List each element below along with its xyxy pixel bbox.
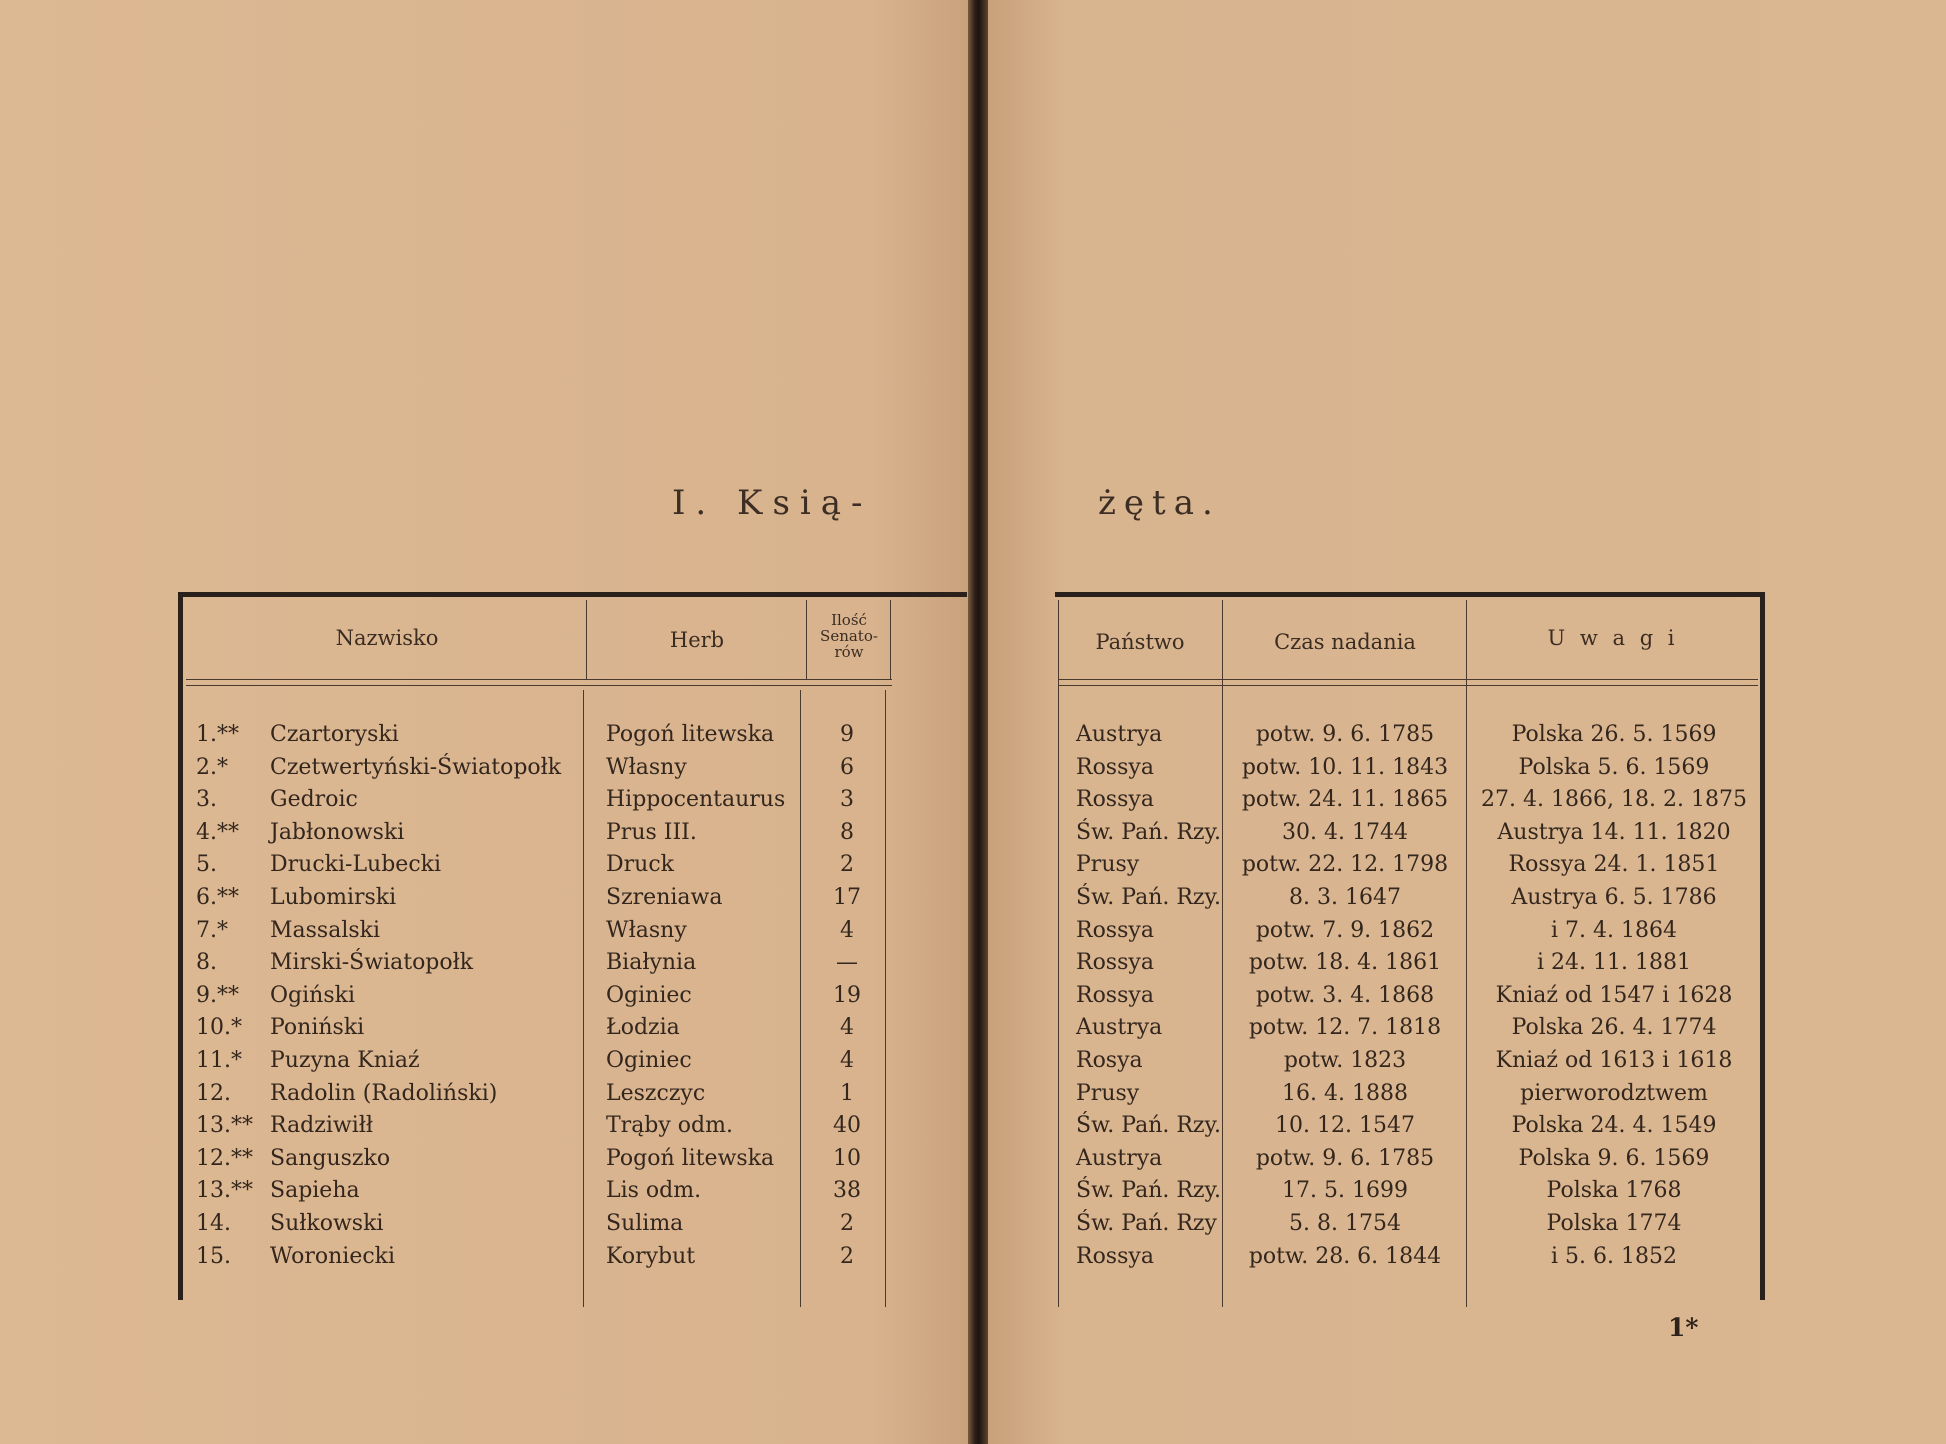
row-nazwisko: Gedroic <box>270 787 358 812</box>
row-herb: Hippocentaurus <box>606 787 786 812</box>
row-number: 7.* <box>196 918 228 943</box>
row-panstwo: Rossya <box>1076 950 1154 975</box>
row-nazwisko: Massalski <box>270 918 381 943</box>
column-header-ilosc-line-3: rów <box>834 643 864 661</box>
row-number: 13.** <box>196 1113 253 1138</box>
right-col-divider-1 <box>1222 600 1223 1307</box>
row-nazwisko: Radziwiłł <box>270 1113 374 1138</box>
row-ilosc-senatorow: 38 <box>833 1178 861 1203</box>
row-ilosc-senatorow: 9 <box>840 722 854 747</box>
row-herb: Białynia <box>606 950 697 975</box>
row-czas-nadania: potw. 22. 12. 1798 <box>1241 852 1449 877</box>
row-nazwisko: Czartoryski <box>270 722 399 747</box>
row-herb: Trąby odm. <box>606 1113 733 1138</box>
row-nazwisko: Czetwertyński-Światopołk <box>270 755 562 780</box>
row-ilosc-senatorow: 4 <box>840 1015 854 1040</box>
row-number: 9.** <box>196 983 239 1008</box>
left-header-bottom-rule-2 <box>186 685 892 686</box>
row-panstwo: Prusy <box>1076 852 1140 877</box>
row-czas-nadania: 17. 5. 1699 <box>1282 1178 1408 1203</box>
row-herb: Sulima <box>606 1211 684 1236</box>
row-number: 12.** <box>196 1146 253 1171</box>
row-czas-nadania: potw. 10. 11. 1843 <box>1241 755 1449 780</box>
row-herb: Oginiec <box>606 983 692 1008</box>
left-col-divider-2 <box>806 600 807 680</box>
row-herb: Własny <box>606 755 687 780</box>
heading-left: I. Ksią- <box>672 483 873 523</box>
row-ilosc-senatorow: 10 <box>833 1146 861 1171</box>
row-ilosc-senatorow: 17 <box>833 885 861 910</box>
row-ilosc-senatorow: 19 <box>833 983 861 1008</box>
row-panstwo: Św. Pań. Rzy. <box>1076 1113 1222 1138</box>
row-panstwo: Austrya <box>1076 722 1163 747</box>
left-table-top-rule <box>183 592 967 597</box>
row-panstwo: Św. Pań. Rzy <box>1076 1211 1217 1236</box>
row-number: 8. <box>196 950 217 975</box>
row-czas-nadania: potw. 7. 9. 1862 <box>1255 918 1435 943</box>
row-number: 13.** <box>196 1178 253 1203</box>
row-uwagi: i 7. 4. 1864 <box>1551 918 1677 943</box>
row-czas-nadania: potw. 9. 6. 1785 <box>1255 722 1435 747</box>
row-number: 11.* <box>196 1048 242 1073</box>
row-herb: Oginiec <box>606 1048 692 1073</box>
row-ilosc-senatorow: 40 <box>833 1113 861 1138</box>
row-herb: Druck <box>606 852 674 877</box>
row-uwagi: i 24. 11. 1881 <box>1537 950 1691 975</box>
row-herb: Łodzia <box>606 1015 680 1040</box>
row-uwagi: Kniaź od 1547 i 1628 <box>1495 983 1733 1008</box>
row-uwagi: Polska 1768 <box>1546 1178 1682 1203</box>
row-ilosc-senatorow: 2 <box>840 852 854 877</box>
row-herb: Szreniawa <box>606 885 723 910</box>
row-panstwo: Austrya <box>1076 1146 1163 1171</box>
column-header-nazwisko: Nazwisko <box>335 626 439 650</box>
row-number: 10.* <box>196 1015 242 1040</box>
heading-right: żęta. <box>1098 483 1221 523</box>
column-header-ilosc-line-2: Senato- <box>820 627 878 645</box>
row-ilosc-senatorow: 8 <box>840 820 854 845</box>
row-number: 4.** <box>196 820 239 845</box>
row-ilosc-senatorow: 4 <box>840 1048 854 1073</box>
row-uwagi: Rossya 24. 1. 1851 <box>1508 852 1720 877</box>
row-number: 15. <box>196 1244 231 1269</box>
row-uwagi: Austrya 14. 11. 1820 <box>1497 820 1731 845</box>
row-uwagi: Polska 24. 4. 1549 <box>1511 1113 1717 1138</box>
row-nazwisko: Mirski-Światopołk <box>270 950 474 975</box>
row-number: 1.** <box>196 722 239 747</box>
row-czas-nadania: potw. 12. 7. 1818 <box>1248 1015 1442 1040</box>
left-header-bottom-rule <box>186 679 892 680</box>
row-number: 12. <box>196 1081 231 1106</box>
row-panstwo: Rossya <box>1076 983 1154 1008</box>
row-ilosc-senatorow: 6 <box>840 755 854 780</box>
left-body-divider-2 <box>800 690 801 1307</box>
row-number: 5. <box>196 852 217 877</box>
row-nazwisko: Jabłonowski <box>270 820 405 845</box>
row-uwagi: Polska 9. 6. 1569 <box>1518 1146 1710 1171</box>
row-herb: Prus III. <box>606 820 697 845</box>
row-number: 14. <box>196 1211 231 1236</box>
row-czas-nadania: 5. 8. 1754 <box>1289 1211 1401 1236</box>
right-col-divider-2 <box>1466 600 1467 1307</box>
row-ilosc-senatorow: 2 <box>840 1211 854 1236</box>
row-czas-nadania: potw. 28. 6. 1844 <box>1248 1244 1442 1269</box>
page-folio: 1* <box>1668 1313 1699 1342</box>
right-header-bottom-rule-2 <box>1058 685 1758 686</box>
row-nazwisko: Ogiński <box>270 983 355 1008</box>
column-header-czas-nadania: Czas nadania <box>1274 630 1416 654</box>
row-herb: Lis odm. <box>606 1178 702 1203</box>
row-panstwo: Św. Pań. Rzy. <box>1076 885 1222 910</box>
column-header-panstwo: Państwo <box>1095 630 1185 654</box>
row-czas-nadania: 30. 4. 1744 <box>1282 820 1408 845</box>
row-nazwisko: Poniński <box>270 1015 365 1040</box>
row-panstwo: Rossya <box>1076 787 1154 812</box>
left-body-divider-1 <box>583 690 584 1307</box>
row-number: 6.** <box>196 885 239 910</box>
row-uwagi: pierworodztwem <box>1520 1081 1708 1106</box>
row-panstwo: Św. Pań. Rzy. <box>1076 820 1222 845</box>
row-uwagi: Polska 26. 4. 1774 <box>1511 1015 1717 1040</box>
row-herb: Własny <box>606 918 687 943</box>
row-herb: Pogoń litewska <box>606 1146 775 1171</box>
row-uwagi: Kniaź od 1613 i 1618 <box>1495 1048 1733 1073</box>
right-col-divider-0 <box>1058 600 1059 1307</box>
row-nazwisko: Drucki-Lubecki <box>270 852 442 877</box>
row-czas-nadania: 8. 3. 1647 <box>1289 885 1401 910</box>
row-uwagi: Austrya 6. 5. 1786 <box>1511 885 1717 910</box>
row-czas-nadania: potw. 1823 <box>1283 1048 1407 1073</box>
row-ilosc-senatorow: 4 <box>840 918 854 943</box>
column-header-ilosc-line-1: Ilość <box>831 611 867 629</box>
row-uwagi: Polska 1774 <box>1546 1211 1682 1236</box>
row-number: 2.* <box>196 755 228 780</box>
left-table-left-rule <box>178 592 183 1300</box>
column-header-ilosc-senatorow <box>808 612 890 660</box>
row-czas-nadania: 16. 4. 1888 <box>1282 1081 1408 1106</box>
row-herb: Korybut <box>606 1244 696 1269</box>
row-nazwisko: Sułkowski <box>270 1211 384 1236</box>
right-table-right-rule <box>1760 592 1765 1300</box>
row-panstwo: Rosya <box>1076 1048 1143 1073</box>
row-number: 3. <box>196 787 217 812</box>
row-nazwisko: Radolin (Radoliński) <box>270 1081 498 1106</box>
row-herb: Pogoń litewska <box>606 722 775 747</box>
row-czas-nadania: potw. 18. 4. 1861 <box>1248 950 1442 975</box>
right-table-top-rule <box>1055 592 1765 597</box>
row-czas-nadania: potw. 24. 11. 1865 <box>1241 787 1449 812</box>
row-panstwo: Rossya <box>1076 755 1154 780</box>
right-header-bottom-rule <box>1058 679 1758 680</box>
row-panstwo: Św. Pań. Rzy. <box>1076 1178 1222 1203</box>
row-uwagi: i 5. 6. 1852 <box>1551 1244 1677 1269</box>
row-ilosc-senatorow: 2 <box>840 1244 854 1269</box>
row-nazwisko: Sapieha <box>270 1178 360 1203</box>
left-col-divider-3 <box>890 600 891 680</box>
row-nazwisko: Woroniecki <box>270 1244 396 1269</box>
row-nazwisko: Sanguszko <box>270 1146 391 1171</box>
row-panstwo: Rossya <box>1076 918 1154 943</box>
book-gutter <box>968 0 988 1444</box>
row-uwagi: Polska 26. 5. 1569 <box>1511 722 1717 747</box>
row-panstwo: Austrya <box>1076 1015 1163 1040</box>
column-header-herb: Herb <box>669 628 725 652</box>
row-nazwisko: Lubomirski <box>270 885 397 910</box>
row-panstwo: Rossya <box>1076 1244 1154 1269</box>
row-panstwo: Prusy <box>1076 1081 1140 1106</box>
row-uwagi: 27. 4. 1866, 18. 2. 1875 <box>1481 787 1747 812</box>
row-uwagi: Polska 5. 6. 1569 <box>1518 755 1710 780</box>
row-czas-nadania: 10. 12. 1547 <box>1275 1113 1415 1138</box>
column-header-uwagi: U w a g i <box>1547 626 1679 650</box>
row-czas-nadania: potw. 9. 6. 1785 <box>1255 1146 1435 1171</box>
row-ilosc-senatorow: — <box>836 950 858 975</box>
row-ilosc-senatorow: 1 <box>840 1081 854 1106</box>
left-col-divider-1 <box>586 600 587 680</box>
row-nazwisko: Puzyna Kniaź <box>270 1048 420 1073</box>
row-czas-nadania: potw. 3. 4. 1868 <box>1255 983 1435 1008</box>
row-ilosc-senatorow: 3 <box>840 787 854 812</box>
row-herb: Leszczyc <box>606 1081 706 1106</box>
